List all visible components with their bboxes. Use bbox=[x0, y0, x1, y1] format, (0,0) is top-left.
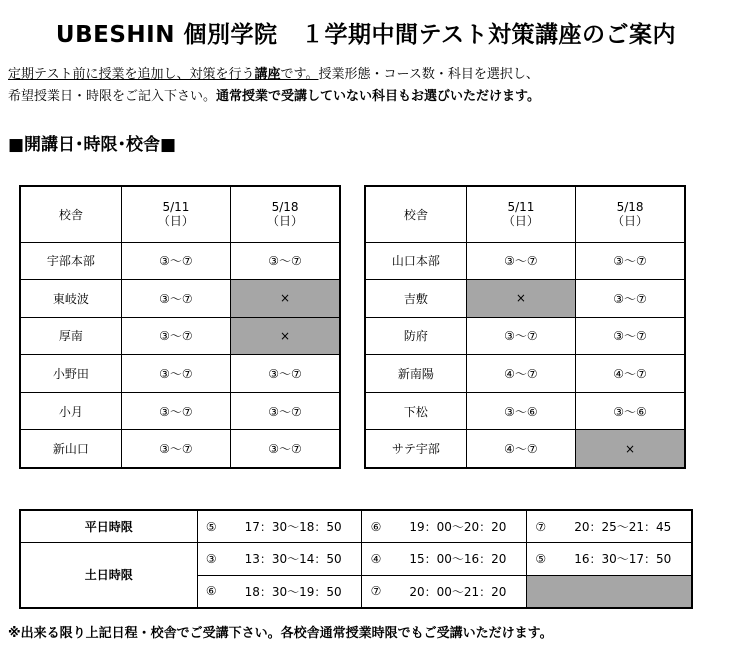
period-cell: ③～⑥ bbox=[576, 392, 685, 430]
period-cell: ④～⑦ bbox=[576, 355, 685, 393]
school-name: 東岐波 bbox=[20, 280, 121, 318]
intro-part1: 定期テスト前に授業を追加し、対策を行う bbox=[8, 67, 255, 82]
period-number: ⑤ bbox=[527, 543, 555, 576]
period-cell-closed: × bbox=[576, 430, 685, 468]
period-cell: ③～⑦ bbox=[121, 242, 230, 280]
header-date-1: 5/11 （日） bbox=[466, 186, 575, 242]
period-time: 15：00～16：20 bbox=[390, 543, 527, 576]
page-title: UBESHIN 個別学院 １学期中間テスト対策講座のご案内 bbox=[55, 22, 677, 48]
period-cell: ③～⑦ bbox=[576, 242, 685, 280]
weekend-row-1 bbox=[20, 543, 692, 576]
period-cell: ③～⑦ bbox=[231, 355, 340, 393]
period-number: ⑥ bbox=[362, 510, 390, 543]
schedule-table-left bbox=[19, 185, 341, 469]
period-cell-closed: × bbox=[466, 280, 575, 318]
period-number: ⑤ bbox=[197, 510, 225, 543]
header-date-2: 5/18 （日） bbox=[576, 186, 685, 242]
school-name: 山口本部 bbox=[365, 242, 466, 280]
period-time: 16：30～17：50 bbox=[555, 543, 692, 576]
school-name: サテ宇部 bbox=[365, 430, 466, 468]
weekday-row bbox=[20, 510, 692, 543]
school-name: 新山口 bbox=[20, 430, 121, 468]
period-cell: ③～⑥ bbox=[466, 392, 575, 430]
table-row bbox=[365, 242, 685, 280]
time-period-table bbox=[19, 509, 693, 609]
table-row bbox=[20, 317, 340, 355]
weekday-label: 平日時限 bbox=[20, 510, 197, 543]
period-number: ⑦ bbox=[362, 575, 390, 608]
weekend-label: 土日時限 bbox=[20, 543, 197, 608]
period-number: ⑦ bbox=[527, 510, 555, 543]
table-row bbox=[365, 355, 685, 393]
period-cell: ③～⑦ bbox=[121, 280, 230, 318]
period-number: ④ bbox=[362, 543, 390, 576]
school-name: 吉敷 bbox=[365, 280, 466, 318]
header-date-1: 5/11 （日） bbox=[121, 186, 230, 242]
period-cell: ③～⑦ bbox=[466, 317, 575, 355]
table-row bbox=[20, 355, 340, 393]
table-row bbox=[365, 317, 685, 355]
table-row bbox=[20, 430, 340, 468]
period-cell: ③～⑦ bbox=[576, 317, 685, 355]
table-row bbox=[365, 280, 685, 318]
period-cell: ③～⑦ bbox=[576, 280, 685, 318]
period-cell: ③～⑦ bbox=[121, 430, 230, 468]
period-cell-closed: × bbox=[231, 317, 340, 355]
period-cell: ③～⑦ bbox=[231, 430, 340, 468]
school-name: 下松 bbox=[365, 392, 466, 430]
period-cell: ④～⑦ bbox=[466, 355, 575, 393]
period-time: 13：30～14：50 bbox=[225, 543, 362, 576]
period-time: 18：30～19：50 bbox=[225, 575, 362, 608]
period-cell: ④～⑦ bbox=[466, 430, 575, 468]
school-name: 厚南 bbox=[20, 317, 121, 355]
school-name: 小野田 bbox=[20, 355, 121, 393]
intro-part6: 通常授業で受講していない科目もお選びいただけます。 bbox=[216, 89, 540, 104]
intro-part5: 希望授業日・時限をご記入下さい。 bbox=[8, 89, 217, 104]
period-cell-closed: × bbox=[231, 280, 340, 318]
intro-part4: 授業形態・コース数・科目を選択し、 bbox=[318, 67, 539, 82]
period-cell: ③～⑦ bbox=[121, 317, 230, 355]
empty-period-cell bbox=[527, 575, 692, 608]
period-time: 20：00～21：20 bbox=[390, 575, 527, 608]
table-row bbox=[20, 242, 340, 280]
table-row bbox=[20, 280, 340, 318]
section-title: ■開講日･時限･校舎■ bbox=[8, 135, 177, 155]
period-cell: ③～⑦ bbox=[231, 392, 340, 430]
school-name: 小月 bbox=[20, 392, 121, 430]
header-date-2: 5/18 （日） bbox=[231, 186, 340, 242]
period-cell: ③～⑦ bbox=[121, 355, 230, 393]
table-row bbox=[20, 392, 340, 430]
footer-note: ※出来る限り上記日程・校舎でご受講下さい。各校舎通常授業時限でもご受講いただけます。 bbox=[8, 626, 553, 641]
school-name: 宇部本部 bbox=[20, 242, 121, 280]
intro-part3: です。 bbox=[280, 67, 319, 82]
table-row bbox=[365, 430, 685, 468]
intro-part2: 講座 bbox=[254, 67, 281, 82]
schedule-table-right bbox=[364, 185, 686, 469]
header-school: 校舎 bbox=[20, 186, 121, 242]
table-row bbox=[365, 392, 685, 430]
header-school: 校舎 bbox=[365, 186, 466, 242]
school-name: 新南陽 bbox=[365, 355, 466, 393]
period-cell: ③～⑦ bbox=[231, 242, 340, 280]
period-number: ③ bbox=[197, 543, 225, 576]
period-cell: ③～⑦ bbox=[466, 242, 575, 280]
period-time: 17：30～18：50 bbox=[225, 510, 362, 543]
school-name: 防府 bbox=[365, 317, 466, 355]
period-time: 20：25～21：45 bbox=[555, 510, 692, 543]
period-cell: ③～⑦ bbox=[121, 392, 230, 430]
period-number: ⑥ bbox=[197, 575, 225, 608]
period-time: 19：00～20：20 bbox=[390, 510, 527, 543]
intro-text bbox=[8, 64, 724, 108]
